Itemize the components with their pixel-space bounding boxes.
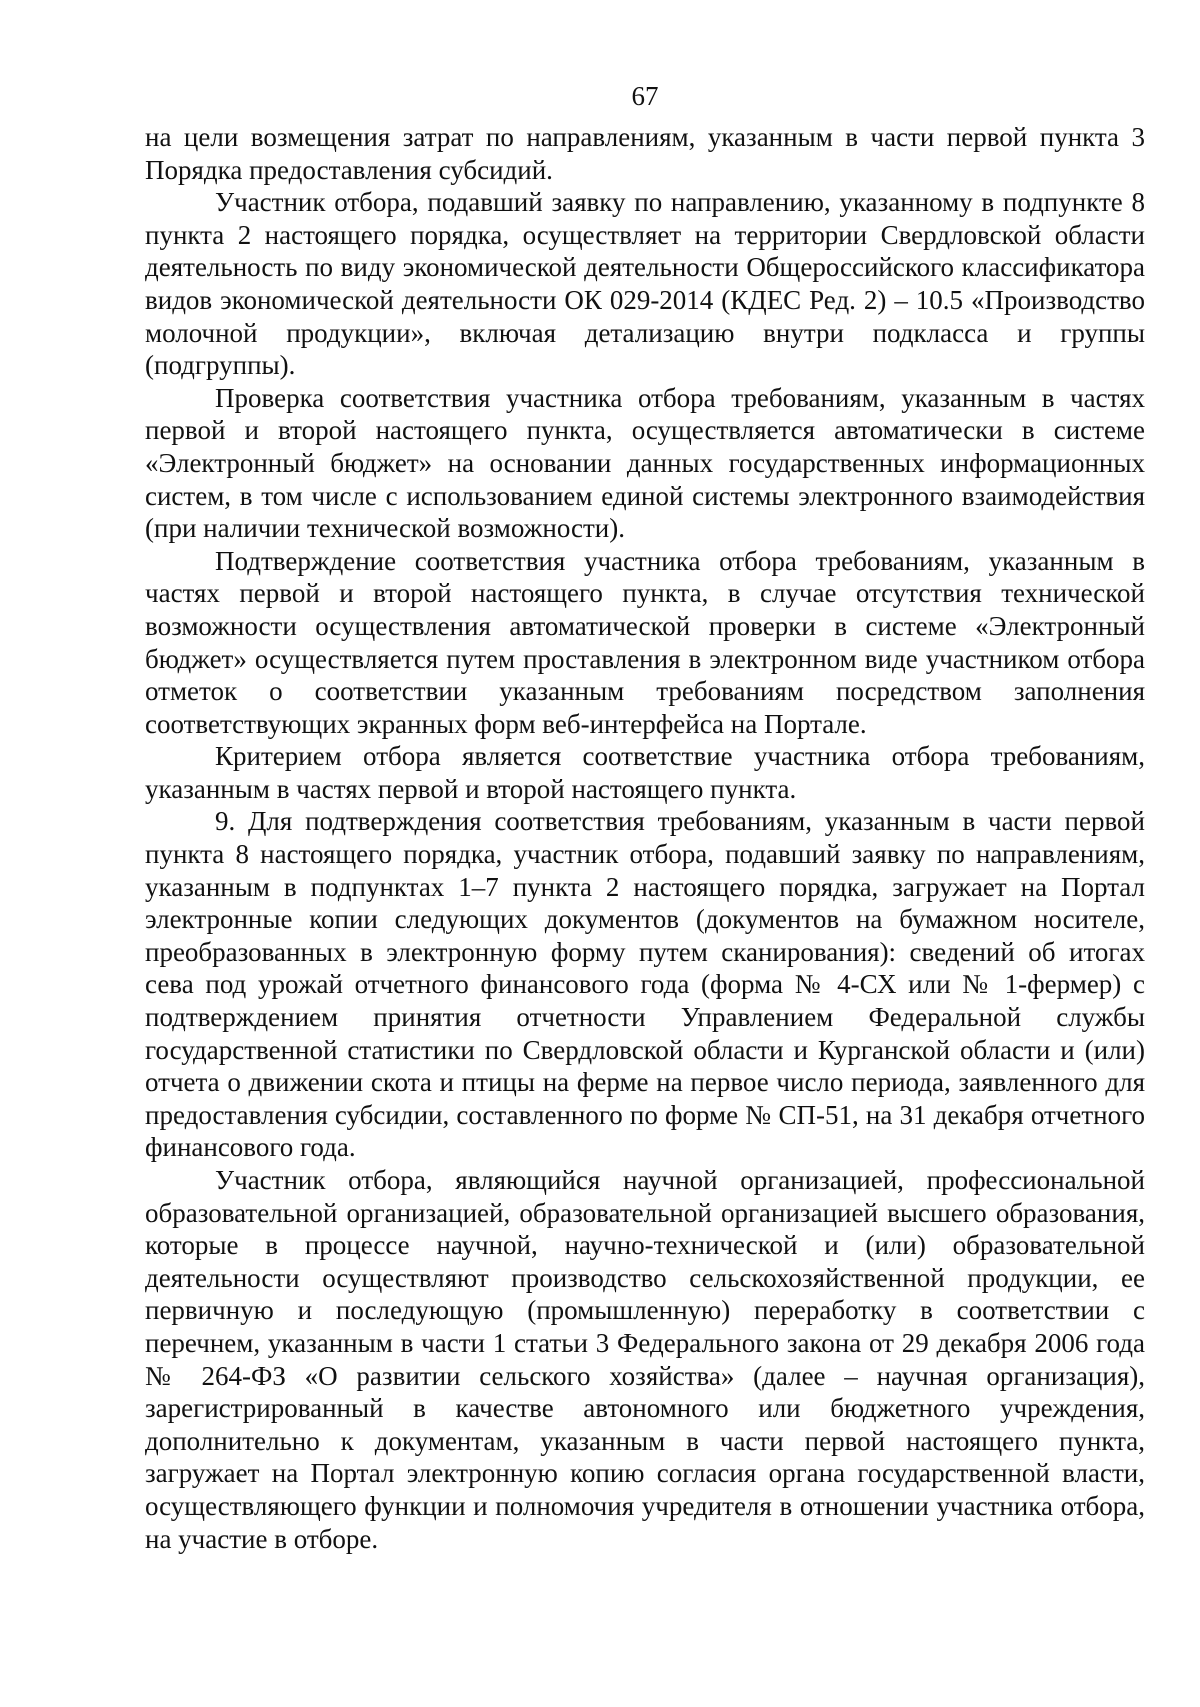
paragraph: Проверка соответствия участника отбора требованиям, указанным в частях первой и второй настоящего пункта, осуществляется автоматически в системе «Электронный бюджет» на основании данных государственных информационных систем, в том числе с использованием единой системы электронного взаимодействия (при наличии технической возможности). [145, 382, 1145, 544]
paragraph: Участник отбора, являющийся научной организацией, профессиональной образовательной организацией, образовательной организацией высшего образования, которые в процессе научной, научно-технической и (или) образовательной деятельности осуществляют производство сельскохозяйственной продукции, ее первичную и последующую (промышленную) переработку в соответствии с перечнем, указанным в части 1 статьи 3 Федерального закона от 29 декабря 2006 года № 264-ФЗ «О развитии сельского хозяйства» (далее – научная организация), зарегистрированный в качестве автономного или бюджетного учреждения, дополнительно к документам, указанным в части первой настоящего пункта, загружает на Портал электронную копию согласия органа государственной власти, осуществляющего функции и полномочия учредителя в отношении участника отбора, на участие в отборе. [145, 1165, 1145, 1554]
paragraph: Подтверждение соответствия участника отбора требованиям, указанным в частях первой и второй настоящего пункта, в случае отсутствия технической возможности осуществления автоматической проверки в системе «Электронный бюджет» осуществляется путем проставления в электронном виде участником отбора отметок о соответствии указанным требованиям посредством заполнения соответствующих экранных форм веб-интерфейса на Портале. [145, 545, 1145, 739]
document-body [145, 121, 1145, 1555]
paragraph: Критерием отбора является соответствие участника отбора требованиям, указанным в частях первой и второй настоящего пункта. [145, 741, 1145, 804]
paragraph: 9. Для подтверждения соответствия требованиям, указанным в части первой пункта 8 настоящего порядка, участник отбора, подавший заявку по направлениям, указанным в подпунктах 1–7 пункта 2 настоящего порядка, загружает на Портал электронные копии следующих документов (документов на бумажном носителе, преобразованных в электронную форму путем сканирования): сведений об итогах сева под урожай отчетного финансового года (форма № 4-СХ или № 1-фермер) с подтверждением принятия отчетности Управлением Федеральной службы государственной статистики по Свердловской области и Курганской области и (или) отчета о движении скота и птицы на ферме на первое число периода, заявленного для предоставления субсидии, составленного по форме № СП-51, на 31 декабря отчетного финансового года. [145, 806, 1145, 1163]
paragraph: на цели возмещения затрат по направлениям, указанным в части первой пункта 3 Порядка предоставления субсидий. [145, 122, 1145, 185]
paragraph: Участник отбора, подавший заявку по направлению, указанному в подпункте 8 пункта 2 настоящего порядка, осуществляет на территории Свердловской области деятельность по виду экономической деятельности Общероссийского классификатора видов экономической деятельности ОК 029-2014 (КДЕС Ред. 2) – 10.5 «Производство молочной продукции», включая детализацию внутри подкласса и группы (подгруппы). [145, 187, 1145, 381]
page-number: 67 [631, 81, 659, 111]
